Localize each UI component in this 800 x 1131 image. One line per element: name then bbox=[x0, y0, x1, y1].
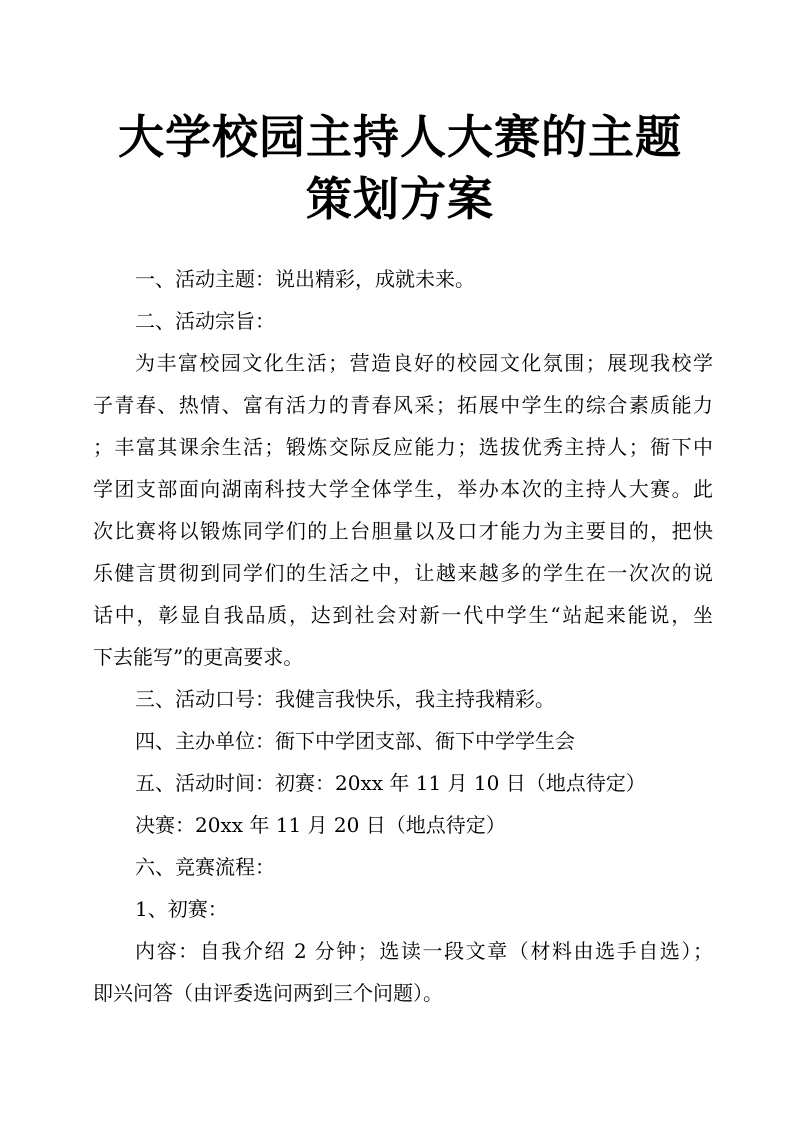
paragraph-line: 为丰富校园文化生活；营造良好的校园文化氛围；展现我校学 bbox=[135, 351, 713, 375]
paragraph-line: ；丰富其课余生活；锻炼交际反应能力；选拔优秀主持人；衙下中 bbox=[93, 435, 713, 459]
paragraph-line: 内容：自我介绍 2 分钟；选读一段文章（材料由选手自选）； bbox=[135, 939, 713, 963]
paragraph-line: 次比赛将以锻炼同学们的上台胆量以及口才能力为主要目的，把快 bbox=[93, 519, 713, 543]
paragraph-line: 学团支部面向湖南科技大学全体学生，举办本次的主持人大赛。此 bbox=[93, 477, 713, 501]
paragraph-line: 下去能写”的更高要求。 bbox=[93, 645, 304, 669]
section-purpose-heading: 二、活动宗旨： bbox=[135, 309, 275, 333]
section-purpose-paragraph bbox=[93, 342, 713, 678]
section-prelim-heading: 1、初赛： bbox=[135, 897, 228, 921]
section-prelim-content bbox=[93, 930, 713, 1014]
document-title-line-1: 大学校园主持人大赛的主题 bbox=[118, 110, 682, 164]
section-process-heading: 六、竞赛流程： bbox=[135, 855, 275, 879]
paragraph-line: 话中，彰显自我品质，达到社会对新一代中学生“站起来能说，坐 bbox=[93, 603, 713, 627]
paragraph-line: 即兴问答（由评委选问两到三个问题）。 bbox=[93, 981, 443, 1005]
paragraph-line: 子青春、热情、富有活力的青春风采；拓展中学生的综合素质能力 bbox=[93, 393, 713, 417]
paragraph-line: 乐健言贯彻到同学们的生活之中，让越来越多的学生在一次次的说 bbox=[93, 561, 713, 585]
section-slogan: 三、活动口号：我健言我快乐，我主持我精彩。 bbox=[135, 687, 555, 711]
section-time-prelim: 五、活动时间：初赛：20xx 年 11 月 10 日（地点待定） bbox=[135, 771, 646, 795]
section-time-final: 决赛：20xx 年 11 月 20 日（地点待定） bbox=[135, 813, 506, 837]
document-body bbox=[93, 258, 713, 1014]
document-title-line-2: 策划方案 bbox=[306, 172, 494, 226]
section-organizer: 四、主办单位：衙下中学团支部、衙下中学学生会 bbox=[135, 729, 575, 753]
section-theme: 一、活动主题：说出精彩，成就未来。 bbox=[135, 267, 475, 291]
